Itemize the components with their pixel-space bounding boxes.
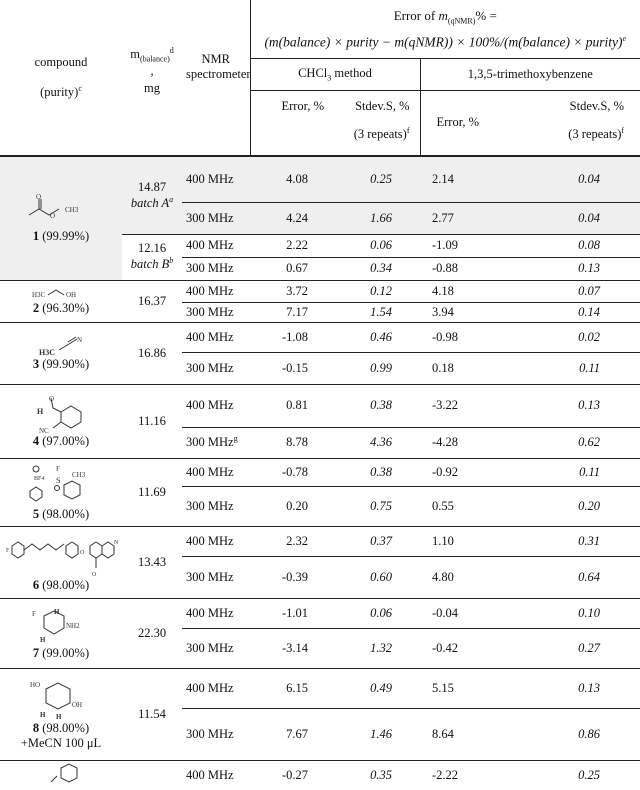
mass-cell: 11.69 (122, 458, 182, 526)
chcl3-stdev-value: 4.36 (336, 427, 420, 458)
tmb-error-value: -0.92 (420, 458, 512, 486)
chcl3-error-value: 0.67 (250, 257, 336, 280)
chcl3-stdev-value: 0.38 (336, 458, 420, 486)
mhz-cell: 400 MHz (182, 760, 250, 790)
tmb-error-value: -0.98 (420, 322, 512, 352)
svg-text:O: O (92, 571, 97, 578)
mhz-cell: 400 MHz (182, 322, 250, 352)
table-row (0, 526, 640, 556)
compound-6-cell: F O N O 6 (98.00%) (0, 526, 122, 598)
mhz-cell: 400 MHz (182, 598, 250, 628)
chcl3-error-value: 3.72 (250, 280, 336, 302)
mhz-cell: 400 MHz (182, 156, 250, 202)
table-row (0, 458, 640, 486)
tmb-stdev-header: Stdev.S, % (3 repeats)$^f$ (512, 90, 640, 156)
svg-text:NH2: NH2 (66, 621, 80, 630)
mass-cell: 22.30 (122, 598, 182, 668)
tmb-stdev-value: 0.20 (512, 486, 640, 526)
chcl3-stdev-value: 0.12 (336, 280, 420, 302)
tmb-stdev-value: 0.11 (512, 458, 640, 486)
error-formula: (m(balance) × purity − m(qNMR)) × 100%/(m(balance) × purity) (264, 34, 623, 50)
compound-header: compound (purity)$^c$ (34, 54, 88, 100)
svg-text:H3C: H3C (32, 290, 46, 299)
table-row (0, 668, 640, 708)
tmb-error-value: -3.22 (420, 384, 512, 427)
chcl3-error-value: 4.24 (250, 202, 336, 234)
cyanobenzaldehyde-structure (31, 394, 91, 434)
chcl3-error-value: 2.32 (250, 526, 336, 556)
svg-text:O: O (80, 549, 85, 556)
mhz-cell: 300 MHz (182, 257, 250, 280)
error-equation-header: Error of $m_{(qNMR)}\%$ = (m(balance) × purity − m(qNMR)) × 100%/(m(balance) × purity)$^e$ (250, 0, 640, 58)
tmb-error-value: -2.22 (420, 760, 512, 790)
ethanol-structure (26, 287, 96, 301)
chcl3-stdev-value: 1.46 (336, 708, 420, 760)
tmb-error-value: -1.09 (420, 234, 512, 257)
svg-text:S: S (56, 475, 61, 485)
svg-text:O: O (50, 211, 56, 220)
compound-5-cell: BF4 F S CH3 5 (98.00%) (0, 458, 122, 526)
svg-text:N: N (114, 539, 119, 546)
mass-cell: 14.87 batch $A^a$ (122, 156, 182, 234)
chcl3-stdev-header: Stdev.S, % (3 repeats)$^f$ (336, 90, 420, 156)
chcl3-method-header: CHCl$_3$ method (250, 58, 420, 90)
svg-text:O: O (49, 394, 55, 403)
fluoroaniline-structure (26, 606, 96, 646)
tmb-stdev-value: 0.14 (512, 302, 640, 322)
chcl3-error-value: -0.78 (250, 458, 336, 486)
svg-text:H: H (37, 406, 44, 416)
mass-cell: 12.16 batch $B^b$ (122, 234, 182, 280)
tmb-error-value: -0.88 (420, 257, 512, 280)
tmb-error-header: Error, % (420, 90, 512, 156)
chcl3-stdev-value: 1.32 (336, 628, 420, 668)
svg-text:F: F (6, 547, 10, 554)
tmb-error-value: 0.55 (420, 486, 512, 526)
table-row (0, 760, 640, 790)
compound-9-cell (0, 760, 122, 790)
chcl3-stdev-value: 0.25 (336, 156, 420, 202)
table-row (0, 280, 640, 302)
svg-text:H: H (40, 711, 46, 719)
cabozantinib-structure (4, 532, 126, 578)
svg-text:F: F (32, 609, 36, 618)
mhz-cell: 300 MHz (182, 302, 250, 322)
mass-cell: 11.16 (122, 384, 182, 458)
mhz-cell: 400 MHz (182, 384, 250, 427)
sulfonium-salt-structure (26, 463, 96, 507)
compound-1-cell: O O CH3 1 (99.99%) (0, 156, 122, 280)
chcl3-error-value: 7.67 (250, 708, 336, 760)
chcl3-stdev-value: 0.49 (336, 668, 420, 708)
mass-header: $m_{(balance)}^d$ , mg (130, 46, 174, 95)
tmb-error-value: 2.14 (420, 156, 512, 202)
tmb-stdev-value: 0.04 (512, 156, 640, 202)
tmb-stdev-value: 0.13 (512, 257, 640, 280)
chcl3-error-value: 0.20 (250, 486, 336, 526)
chcl3-stdev-value: 0.37 (336, 526, 420, 556)
tmb-stdev-value: 0.13 (512, 668, 640, 708)
compound-7-cell: F H NH2 H 7 (99.00%) (0, 598, 122, 668)
tmb-stdev-value: 0.10 (512, 598, 640, 628)
chcl3-error-value: 8.78 (250, 427, 336, 458)
svg-text:H: H (54, 607, 60, 616)
chcl3-error-value: 6.15 (250, 668, 336, 708)
table-row (0, 156, 640, 202)
tmb-stdev-value: 0.27 (512, 628, 640, 668)
svg-text:NC: NC (39, 426, 49, 434)
svg-text:H: H (56, 713, 62, 721)
chcl3-stdev-value: 0.46 (336, 322, 420, 352)
ethyl-acetate-structure (21, 193, 101, 229)
svg-text:CH3: CH3 (65, 205, 79, 214)
chcl3-error-value: -0.15 (250, 352, 336, 384)
svg-text:BF4: BF4 (34, 475, 45, 482)
mhz-cell: 300 MHz (182, 556, 250, 598)
compound-4-cell: O H NC 4 (97.00%) (0, 384, 122, 458)
chcl3-stdev-value: 0.60 (336, 556, 420, 598)
tmb-stdev-value: 0.31 (512, 526, 640, 556)
chcl3-stdev-value: 0.38 (336, 384, 420, 427)
chcl3-error-value: 4.08 (250, 156, 336, 202)
tmb-stdev-value: 0.86 (512, 708, 640, 760)
tmb-error-value: 5.15 (420, 668, 512, 708)
svg-text:F: F (56, 464, 60, 473)
mhz-cell: 400 MHz (182, 526, 250, 556)
tmb-stdev-value: 0.64 (512, 556, 640, 598)
chcl3-stdev-value: 0.06 (336, 234, 420, 257)
chcl3-stdev-value: 0.99 (336, 352, 420, 384)
tmb-stdev-value: 0.02 (512, 322, 640, 352)
mhz-cell: 300 MHz (182, 708, 250, 760)
chcl3-error-header: Error, % (250, 90, 336, 156)
mass-cell: 11.54 (122, 668, 182, 760)
mass-cell: 16.86 (122, 322, 182, 384)
chcl3-error-value: -3.14 (250, 628, 336, 668)
chcl3-stdev-value: 0.75 (336, 486, 420, 526)
tmb-stdev-value: 0.11 (512, 352, 640, 384)
tmb-error-value: -0.04 (420, 598, 512, 628)
svg-text:CH3: CH3 (72, 470, 86, 479)
mhz-cell: 400 MHz (182, 668, 250, 708)
tmb-error-value: 4.18 (420, 280, 512, 302)
mhz-cell: 400 MHz (182, 234, 250, 257)
mass-cell: 13.43 (122, 526, 182, 598)
tmb-stdev-value: 0.04 (512, 202, 640, 234)
tmb-error-value: 0.18 (420, 352, 512, 384)
mhz-cell: 400 MHz (182, 458, 250, 486)
chcl3-stdev-value: 1.54 (336, 302, 420, 322)
table-row (0, 384, 640, 427)
tmb-error-value: -0.42 (420, 628, 512, 668)
mhz-cell: 300 MHz (182, 628, 250, 668)
tmb-stdev-value: 0.13 (512, 384, 640, 427)
mhz-cell: 300 MHz (182, 486, 250, 526)
compound-2-cell: H3C OH 2 (96.30%) (0, 280, 122, 322)
chcl3-error-value: -1.08 (250, 322, 336, 352)
svg-text:OH: OH (66, 290, 77, 299)
tmb-stdev-value: 0.07 (512, 280, 640, 302)
tmb-stdev-value: 0.25 (512, 760, 640, 790)
svg-text:HO: HO (30, 681, 41, 689)
mhz-cell: 300 MHz (182, 352, 250, 384)
chcl3-stdev-value: 1.66 (336, 202, 420, 234)
compound-3-cell: H3C N 3 (99.90%) (0, 322, 122, 384)
tmb-error-value: -4.28 (420, 427, 512, 458)
chcl3-error-value: 2.22 (250, 234, 336, 257)
chcl3-stdev-value: 0.06 (336, 598, 420, 628)
chcl3-error-value: -1.01 (250, 598, 336, 628)
tmb-stdev-value: 0.62 (512, 427, 640, 458)
svg-text:O: O (36, 192, 42, 201)
nmr-spectrometer-header: NMR spectrometer (186, 52, 251, 81)
svg-text:OH: OH (72, 701, 83, 709)
compound-9-structure (31, 762, 91, 788)
mhz-cell: 300 MHz (182, 202, 250, 234)
svg-text:H3C: H3C (39, 347, 55, 357)
svg-text:N: N (77, 335, 83, 344)
mass-cell: 16.37 (122, 280, 182, 322)
tmb-error-value: 4.80 (420, 556, 512, 598)
cyclohexanediol-structure (26, 677, 96, 721)
acetonitrile-structure (31, 335, 91, 357)
tmb-method-header: 1,3,5-trimethoxybenzene (420, 58, 640, 90)
tmb-error-value: 1.10 (420, 526, 512, 556)
mhz-cell: 300 MHz$^g$ (182, 427, 250, 458)
chcl3-error-value: 7.17 (250, 302, 336, 322)
table-row (0, 322, 640, 352)
compound-8-cell: HO OH H H 8 (98.00%) +MeCN 100 μL (0, 668, 122, 760)
tmb-stdev-value: 0.08 (512, 234, 640, 257)
svg-text:H: H (40, 635, 46, 644)
chcl3-stdev-value: 0.35 (336, 760, 420, 790)
chcl3-error-value: 0.81 (250, 384, 336, 427)
chcl3-error-value: -0.39 (250, 556, 336, 598)
chcl3-error-value: -0.27 (250, 760, 336, 790)
tmb-error-value: 8.64 (420, 708, 512, 760)
table-row (0, 598, 640, 628)
tmb-error-value: 2.77 (420, 202, 512, 234)
mass-cell (122, 760, 182, 790)
mhz-cell: 400 MHz (182, 280, 250, 302)
chcl3-stdev-value: 0.34 (336, 257, 420, 280)
tmb-error-value: 3.94 (420, 302, 512, 322)
